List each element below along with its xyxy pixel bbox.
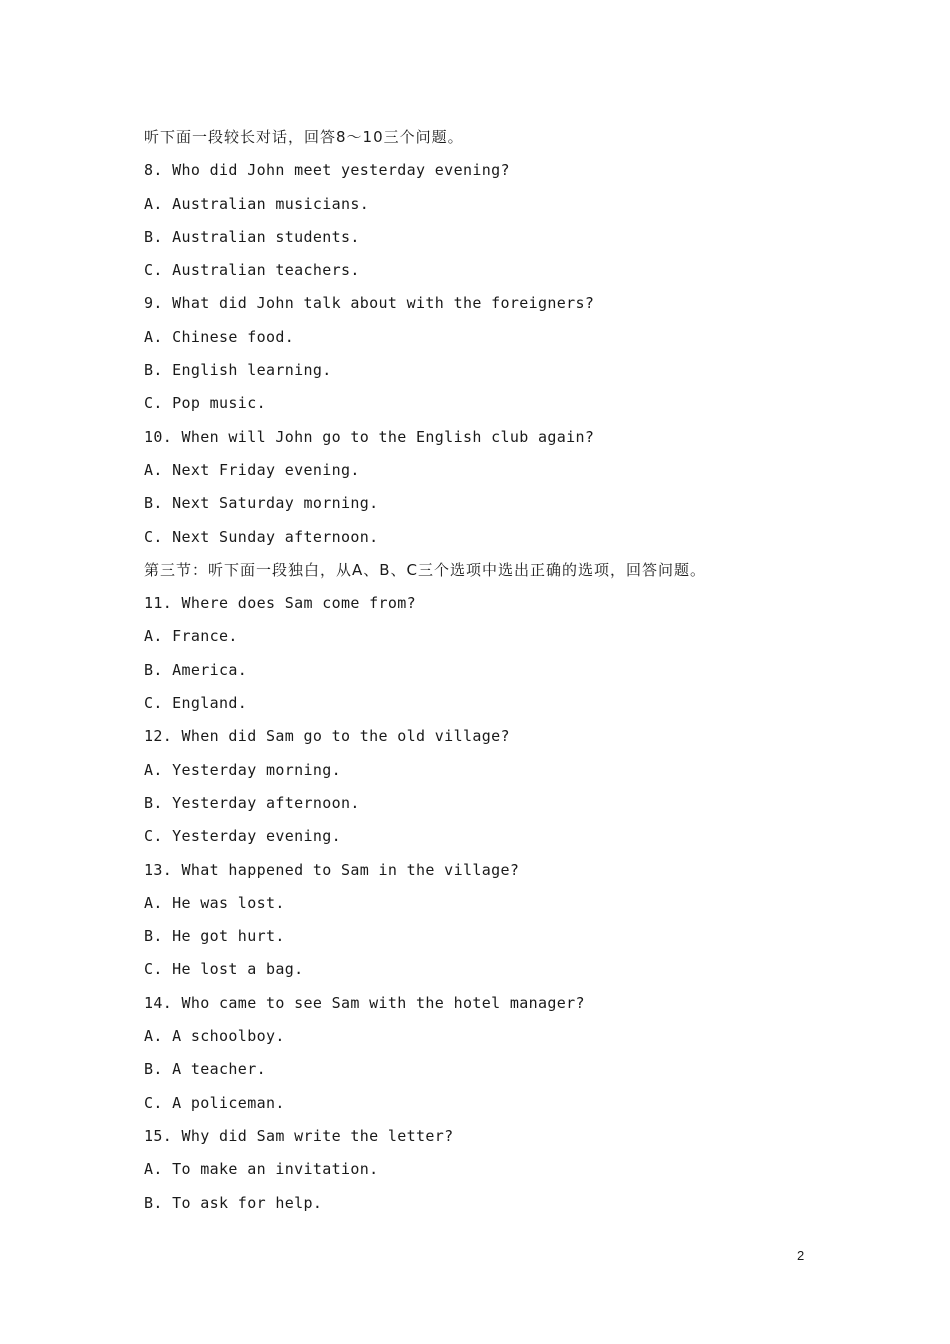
option-11b: B. America. [144,660,248,679]
option-15a: A. To make an invitation. [144,1160,379,1179]
section-instruction: 听下面一段较长对话，回答8～10三个问题。 [144,128,464,146]
question-13: 13. What happened to Sam in the village? [144,860,520,879]
question-12: 12. When did Sam go to the old village? [144,727,510,746]
option-9b: B. English learning. [144,361,332,380]
option-13a: A. He was lost. [144,893,285,912]
option-10c: C. Next Sunday afternoon. [144,527,379,546]
question-8: 8. Who did John meet yesterday evening? [144,161,510,180]
option-10a: A. Next Friday evening. [144,460,360,479]
option-9a: A. Chinese food. [144,327,295,346]
option-8b: B. Australian students. [144,227,360,246]
option-14c: C. A policeman. [144,1093,285,1112]
option-13b: B. He got hurt. [144,927,285,946]
question-14: 14. Who came to see Sam with the hotel manager? [144,993,585,1012]
option-13c: C. He lost a bag. [144,960,304,979]
question-10: 10. When will John go to the English club again? [144,427,595,446]
question-11: 11. Where does Sam come from? [144,594,417,613]
option-14a: A. A schoolboy. [144,1027,285,1046]
option-14b: B. A teacher. [144,1060,266,1079]
section-three-heading: 第三节：听下面一段独白，从A、B、C三个选项中选出正确的选项，回答问题。 [144,560,707,579]
option-12c: C. Yesterday evening. [144,827,341,846]
option-12b: B. Yesterday afternoon. [144,793,360,812]
question-9: 9. What did John talk about with the foreigners? [144,294,595,313]
document-body [144,126,824,1225]
option-9c: C. Pop music. [144,394,266,413]
option-11c: C. England. [144,694,248,713]
option-10b: B. Next Saturday morning. [144,494,379,513]
option-8a: A. Australian musicians. [144,194,370,213]
option-8c: C. Australian teachers. [144,261,360,280]
page-number: 2 [797,1248,805,1263]
option-12a: A. Yesterday morning. [144,760,341,779]
option-15b: B. To ask for help. [144,1193,323,1212]
question-15: 15. Why did Sam write the letter? [144,1126,454,1145]
option-11a: A. France. [144,627,238,646]
